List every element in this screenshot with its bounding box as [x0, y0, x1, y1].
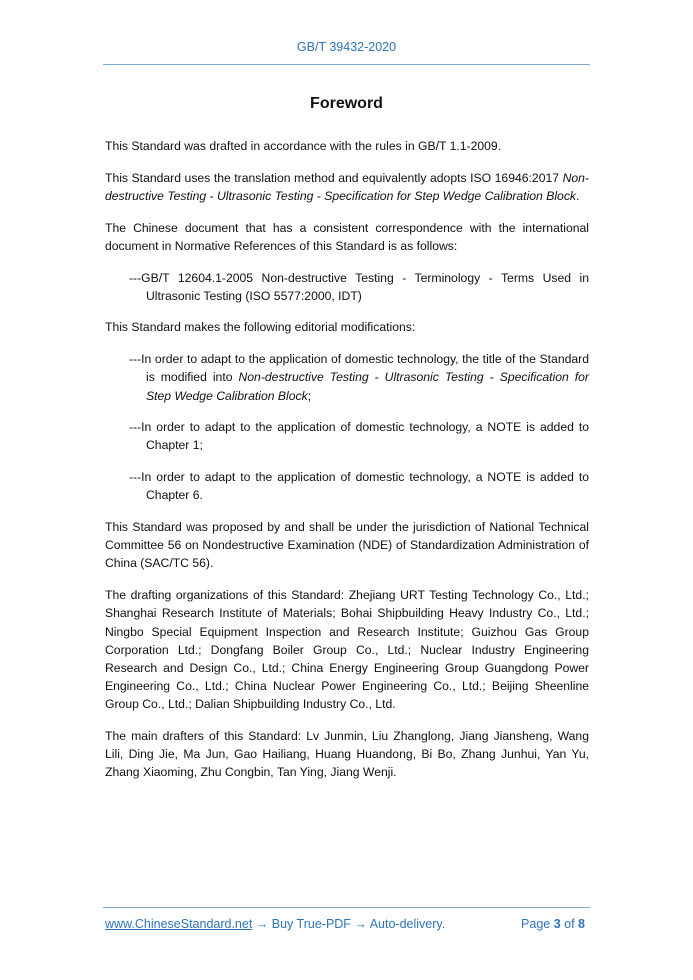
footer-tagline: → Buy True-PDF → Auto-delivery. [252, 917, 446, 931]
running-header: GB/T 39432-2020 [296, 40, 397, 54]
italic-standard-title: Non-destructive Testing - Ultrasonic Testing - Specification for Step Wedge Calibration Block [105, 170, 589, 203]
text: ---In order to adapt to the application of domestic technology, the title of the Standard is modified into [129, 352, 589, 385]
paragraph-translation-method [105, 169, 589, 205]
footer [105, 917, 585, 931]
modification-item-chapter1: ---In order to adapt to the application of domestic technology, a NOTE is added to Chapter 1; [129, 420, 589, 453]
page-total: 8 [578, 917, 585, 931]
text: ; [307, 388, 312, 403]
document-body [105, 137, 589, 795]
page-label: Page [521, 917, 554, 931]
modification-item-title [105, 350, 589, 405]
page-current: 3 [553, 917, 561, 931]
page-of: of [560, 917, 579, 931]
italic-standard-title: Non-destructive Testing - Ultrasonic Testing - Specification for Step Wedge Calibration Block [146, 370, 589, 403]
header-divider [103, 64, 590, 65]
paragraph-jurisdiction: This Standard was proposed by and shall be under the jurisdiction of National Technical Committee 56 on Nondestructive Examination (NDE) of Standardization Administration of China (SAC/TC 56). [105, 520, 589, 571]
page-indicator [521, 917, 585, 931]
paragraph-modifications-intro: This Standard makes the following editorial modifications: [105, 320, 416, 335]
paragraph-drafting-rules: This Standard was drafted in accordance with the rules in GB/T 1.1-2009. [105, 139, 502, 153]
paragraph-main-drafters: The main drafters of this Standard: Lv Junmin, Liu Zhanglong, Jiang Jiansheng, Wang Lili, Ding Jie, Ma Jun, Gao Hailiang, Huang Huandong, Bi Bo, Zhang Junhui, Yan Yu, Zhang Xiaoming, Zhu Congbin, Tan Ying, Jiang Wenji. [105, 729, 589, 780]
footer-divider [103, 907, 590, 908]
text: . [576, 188, 580, 203]
modification-item-chapter6: ---In order to adapt to the application of domestic technology, a NOTE is added to Chapter 6. [129, 470, 589, 503]
paragraph-drafting-organizations: The drafting organizations of this Standard: Zhejiang URT Testing Technology Co., Ltd.; Shanghai Research Institute of Materials; Bohai Shipbuilding Heavy Industry Co., Ltd.; Ningbo Special Equipment Inspection and Research Institute; Guizhou Gas Group Corporation Ltd.; Dongfang Boiler Group Co., Ltd.; Nuclear Industry Engineering Research and Design Co., Ltd.; China Energy Engineering Group Guangdong Power Engineering Co., Ltd.; China Nuclear Power Engineering Co., Ltd.; Beijing Sheenline Group Co., Ltd.; Dalian Shipbuilding Industry Co., Ltd. [105, 588, 589, 712]
text: This Standard uses the translation method and equivalently adopts ISO 16946:2017 [105, 170, 563, 185]
reference-item: ---GB/T 12604.1-2005 Non-destructive Testing - Terminology - Terms Used in Ultrasonic Testing (ISO 5577:2000, IDT) [129, 270, 589, 303]
website-link[interactable]: www.ChineseStandard.net [105, 917, 253, 931]
paragraph-correspondence: The Chinese document that has a consistent correspondence with the international document in Normative References of this Standard is as follows: [105, 220, 589, 253]
page-title: Foreword [310, 95, 383, 112]
